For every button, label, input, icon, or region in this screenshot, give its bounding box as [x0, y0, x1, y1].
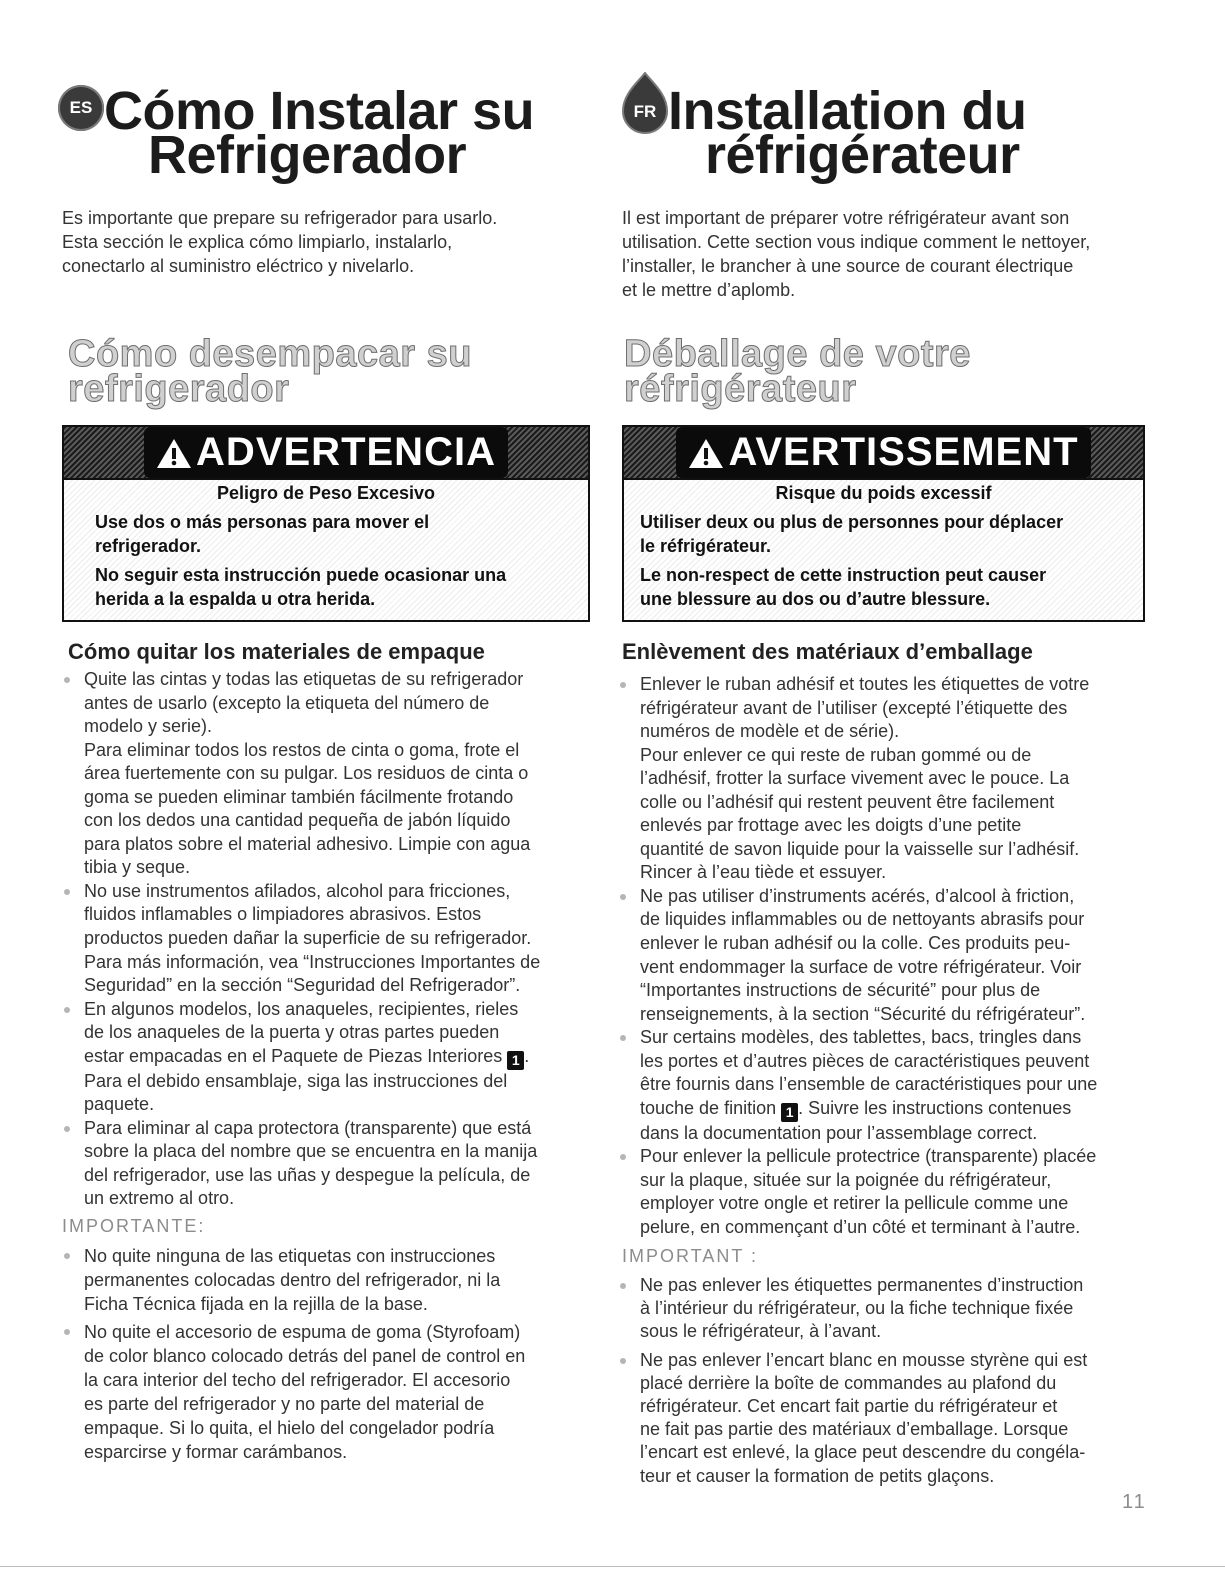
bullet-icon: [620, 894, 626, 900]
list-item: [620, 885, 1145, 1026]
list-item: [620, 1274, 1145, 1344]
intro-paragraph-es: Es importante que prepare su refrigerador para usarlo. Esta sección le explica cómo limpiarlo, instalarlo, conectarlo al suministro eléctrico y nivelarlo.: [62, 208, 498, 276]
list-item: [620, 1349, 1145, 1488]
bullet-note: Pour enlever ce qui reste de ruban gommé ou de l’adhésif, frotter la surface vivement avec le pouce. La colle ou l’adhésif qui restent peuvent être facilement enlevés par frottage avec les doigts d’une petite quantité de savon liquide pour la vaisselle sur l’adhésif. Rincer à l’eau tiède et essuyer.: [640, 744, 1080, 883]
packing-heading-fr: Enlèvement des matériaux d’emballage: [622, 639, 1033, 664]
warning-box-es: [62, 425, 590, 622]
warning-signal-word: AVERTISSEMENT: [728, 430, 1079, 474]
warning-triangle-icon: [156, 437, 192, 469]
bullet-icon: [64, 1253, 70, 1259]
warning-consequence: Le non-respect de cette instruction peut causer une blessure au dos ou d’autre blessure.: [640, 565, 1047, 609]
list-item-text: No use instrumentos afilados, alcohol para fricciones, fluidos inflamables o limpiadores abrasivos. Estos productos pueden dañar la superficie de su refrigerador. Para más información, vea “Instrucciones Importantes de Seguridad” en la sección “Seguridad del Refrigerador”.: [84, 880, 541, 996]
important-label-es: IMPORTANTE:: [62, 1216, 206, 1236]
warning-body: [624, 480, 1143, 611]
list-item: [620, 1026, 1145, 1145]
list-item-text-continued: . Para el debido ensamblaje, siga las instrucciones del paquete.: [84, 1045, 530, 1115]
list-item-text: No quite el accesorio de espuma de goma (Styrofoam) de color blanco colocado detrás del panel de control en la cara interior del techo del refrigerador. El accesorio es parte del refrigerador y no parte del material de empaque. Si lo quita, el hielo del congelador podría esparcirse y formar carámbanos.: [84, 1322, 526, 1462]
warning-instruction: Utiliser deux ou plus de personnes pour déplacer le réfrigérateur.: [640, 512, 1064, 556]
bullet-icon: [64, 889, 70, 895]
list-item: [64, 668, 590, 880]
important-list-fr: [620, 1274, 1145, 1493]
list-item-text: Ne pas enlever l’encart blanc en mousse styrène qui est placé derrière la boîte de commandes au plafond du réfrigérateur. Cet encart fait partie du réfrigérateur et ne fait pas partie des matériaux d’emballage. Lorsque l’encart est enlevé, la glace peut descendre du congéla- teur et causer la formation de petits glaçons.: [640, 1349, 1088, 1486]
page-number: 11: [1122, 1491, 1147, 1513]
section-heading-line2: réfrigérateur: [624, 368, 857, 410]
section-heading-line1: Cómo desempacar su: [68, 333, 472, 375]
language-badge-label: ES: [69, 98, 93, 117]
bullet-icon: [64, 1007, 70, 1013]
list-item-text: Para eliminar al capa protectora (transparente) que está sobre la placa del nombre que se encuentra en la manija del refrigerador, use las uñas y despegue la película, de un extremo al otro.: [84, 1117, 538, 1209]
list-item-text: En algunos modelos, los anaqueles, recipientes, rieles de los anaqueles de la puerta y otras partes pueden estar empacadas en el Paquete de Piezas Interiores: [84, 998, 519, 1066]
bullet-icon: [64, 1126, 70, 1132]
bullet-icon: [620, 682, 626, 688]
bullet-icon: [620, 1358, 626, 1364]
warning-triangle-icon: [688, 437, 724, 469]
list-item-text: Enlever le ruban adhésif et toutes les étiquettes de votre réfrigérateur avant de l’utiliser (excepté l’étiquette des numéros de modèle et de série).: [640, 674, 1090, 742]
warning-signal-label: [144, 427, 508, 478]
section-heading-es: [68, 333, 472, 410]
warning-header: [624, 427, 1143, 480]
section-heading-fr: [624, 333, 971, 410]
warning-box-fr: [622, 425, 1145, 622]
bullet-icon: [64, 677, 70, 683]
warning-hazard: Risque du poids excessif: [775, 483, 992, 503]
important-label-fr: IMPORTANT :: [622, 1246, 759, 1266]
list-item: [620, 673, 1145, 885]
warning-signal-label: [676, 427, 1090, 478]
bullet-note: Para eliminar todos los restos de cinta o goma, frote el área fuertemente con su pulgar. Los residuos de cinta o goma se pueden eliminar también fácilmente frotando con los dedos una cantidad pequeña de jabón líquido para platos sobre el material adhesivo. Limpie con agua tibia y seque.: [84, 739, 531, 878]
list-item: [64, 1244, 590, 1316]
bullet-icon: [620, 1154, 626, 1160]
list-item: [64, 998, 590, 1117]
warning-hazard: Peligro de Peso Excesivo: [216, 483, 436, 503]
list-item-text: No quite ninguna de las etiquetas con instrucciones permanentes colocadas dentro del refrigerador, ni la Ficha Técnica fijada en la rejilla de la base.: [84, 1246, 501, 1314]
warning-body: [64, 480, 588, 611]
list-item-text: Ne pas enlever les étiquettes permanentes d’instruction à l’intérieur du réfrigérateur, ou la fiche technique fixée sous le réfrigérateur, à l’avant.: [640, 1275, 1084, 1342]
warning-header: [64, 427, 588, 480]
packing-heading-es: Cómo quitar los materiales de empaque: [68, 639, 485, 664]
list-item-text: Ne pas utiliser d’instruments acérés, d’alcool à friction, de liquides inflammables ou de nettoyants abrasifs pour enlever le ruban adhésif ou la colle. Ces produits peu- vent endommager la surface de votre réfrigérateur. Voir “Importantes instructions de sécurité” pour plus de renseignements, à la section “Sécurité du réfrigérateur”.: [640, 885, 1086, 1024]
important-list-es: [64, 1244, 590, 1468]
page-bottom-rule: [0, 1566, 1225, 1567]
warning-signal-word: ADVERTENCIA: [196, 430, 496, 474]
parts-package-1-icon: 1: [781, 1103, 798, 1122]
warning-consequence: No seguir esta instrucción puede ocasionar una herida a la espalda u otra herida.: [95, 565, 507, 609]
language-badge-fr-icon: [622, 72, 668, 134]
list-item: [64, 1320, 590, 1464]
warning-instruction: Use dos o más personas para mover el refrigerador.: [95, 512, 430, 556]
list-item: [64, 1117, 590, 1211]
language-badge-es-icon: [58, 85, 104, 131]
section-heading-line2: refrigerador: [68, 368, 290, 410]
list-item-text: Pour enlever la pellicule protectrice (transparente) placée sur la plaque, située sur la poignée du réfrigérateur, employer votre ongle et retirer la pellicule comme une pelure, en commençant d’un côté et terminant à l’autre.: [640, 1146, 1097, 1238]
bullet-icon: [64, 1329, 70, 1335]
section-heading-line1: Déballage de votre: [624, 333, 971, 375]
page-title-es-line2: Refrigerador: [148, 125, 467, 185]
page-title-es-line1: Cómo Instalar su: [104, 81, 535, 141]
page-title-fr-line1: Installation du: [668, 81, 1027, 141]
intro-paragraph-fr: Il est important de préparer votre réfrigérateur avant son utilisation. Cette section vous indique comment le nettoyer, l’installer, le brancher à une source de courant électrique et le mettre d’aplomb.: [622, 208, 1091, 300]
packing-list-fr: [620, 673, 1145, 1240]
packing-list-es: [64, 668, 590, 1211]
bullet-icon: [620, 1035, 626, 1041]
list-item: [620, 1145, 1145, 1239]
parts-package-1-icon: 1: [507, 1051, 524, 1070]
page-title-fr-line2: réfrigérateur: [705, 125, 1020, 185]
list-item-text-continued: . Suivre les instructions contenues dans la documentation pour l’assemblage correct.: [640, 1097, 1072, 1143]
language-badge-label: FR: [633, 102, 657, 121]
list-item: [64, 880, 590, 998]
list-item-text: Sur certains modèles, des tablettes, bacs, tringles dans les portes et d’autres pièces de caractéristiques peuvent être fournis dans l’ensemble de caractéristiques pour une touche de finition: [640, 1027, 1098, 1118]
list-item-text: Quite las cintas y todas las etiquetas de su refrigerador antes de usarlo (excepto la etiqueta del número de modelo y serie).: [84, 669, 524, 737]
bullet-icon: [620, 1283, 626, 1289]
